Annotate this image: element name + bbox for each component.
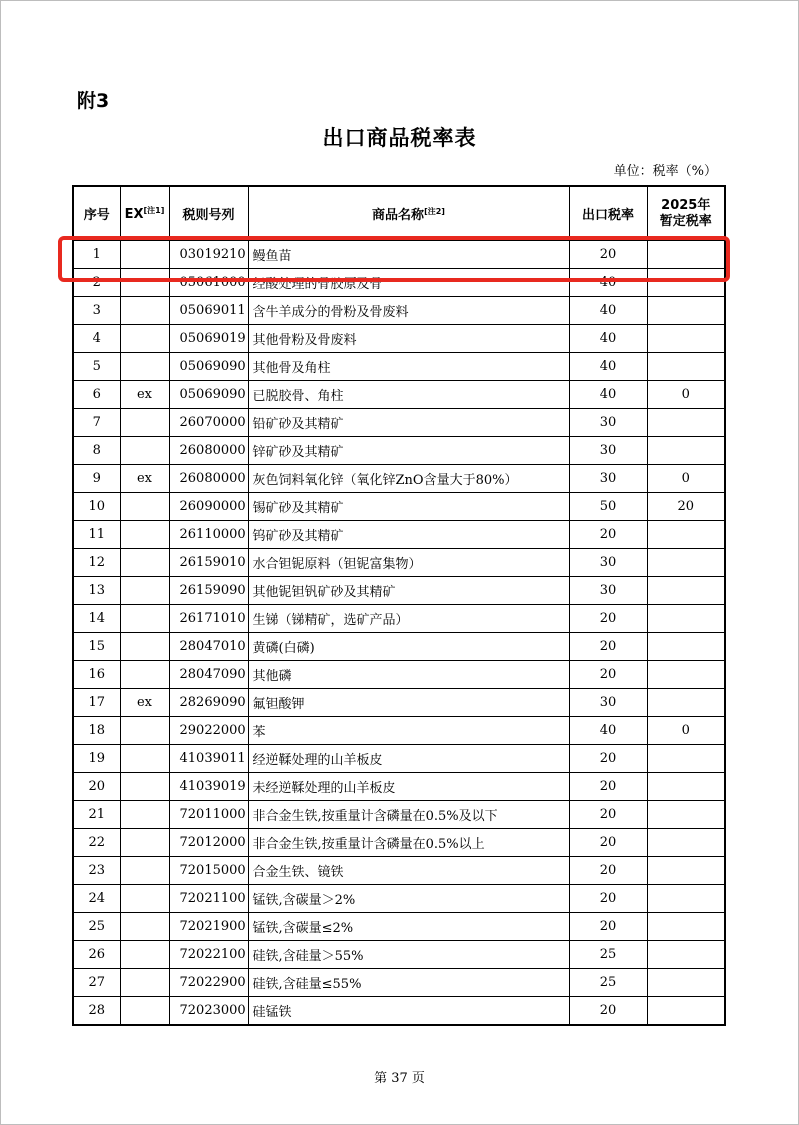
cell-name: 已脱胶骨、角柱	[248, 381, 569, 409]
cell-ex	[120, 745, 169, 773]
cell-name: 黄磷(白磷)	[248, 633, 569, 661]
table-row	[73, 661, 725, 689]
cell-seq: 16	[73, 661, 120, 689]
cell-temp-rate	[647, 325, 725, 353]
cell-temp-rate	[647, 241, 725, 269]
cell-temp-rate	[647, 577, 725, 605]
cell-temp-rate	[647, 773, 725, 801]
cell-code: 72021100	[169, 885, 248, 913]
cell-ex	[120, 885, 169, 913]
cell-seq: 3	[73, 297, 120, 325]
cell-code: 28047010	[169, 633, 248, 661]
cell-temp-rate	[647, 549, 725, 577]
cell-ex	[120, 829, 169, 857]
cell-ex	[120, 493, 169, 521]
name-note-marker: [注2]	[424, 207, 445, 216]
cell-ex: ex	[120, 381, 169, 409]
cell-code: 05061000	[169, 269, 248, 297]
cell-rate: 40	[569, 717, 647, 745]
table-row	[73, 269, 725, 297]
cell-code: 26159010	[169, 549, 248, 577]
header-temp-rate: 2025年 暂定税率	[647, 186, 725, 241]
table-row	[73, 745, 725, 773]
cell-name: 其他铌钽钒矿砂及其精矿	[248, 577, 569, 605]
cell-rate: 50	[569, 493, 647, 521]
cell-name: 锌矿砂及其精矿	[248, 437, 569, 465]
cell-name: 其他骨及角柱	[248, 353, 569, 381]
cell-temp-rate: 0	[647, 381, 725, 409]
cell-temp-rate	[647, 885, 725, 913]
cell-code: 41039019	[169, 773, 248, 801]
cell-rate: 40	[569, 269, 647, 297]
cell-seq: 1	[73, 241, 120, 269]
cell-ex	[120, 913, 169, 941]
cell-rate: 20	[569, 997, 647, 1026]
table-row	[73, 969, 725, 997]
table-row	[73, 717, 725, 745]
cell-code: 26110000	[169, 521, 248, 549]
cell-code: 03019210	[169, 241, 248, 269]
header-ex: EX[注1]	[120, 186, 169, 241]
table-row	[73, 353, 725, 381]
table-row	[73, 381, 725, 409]
cell-code: 05069011	[169, 297, 248, 325]
cell-code: 72022100	[169, 941, 248, 969]
cell-ex	[120, 577, 169, 605]
ex-note-marker: [注1]	[143, 206, 165, 215]
cell-ex	[120, 801, 169, 829]
table-row	[73, 913, 725, 941]
cell-rate: 20	[569, 913, 647, 941]
cell-code: 05069090	[169, 381, 248, 409]
cell-rate: 20	[569, 521, 647, 549]
cell-name: 含牛羊成分的骨粉及骨废料	[248, 297, 569, 325]
cell-temp-rate	[647, 857, 725, 885]
cell-rate: 20	[569, 857, 647, 885]
cell-temp-rate	[647, 269, 725, 297]
cell-rate: 20	[569, 745, 647, 773]
cell-rate: 40	[569, 297, 647, 325]
cell-rate: 40	[569, 381, 647, 409]
cell-name: 未经逆鞣处理的山羊板皮	[248, 773, 569, 801]
cell-ex	[120, 969, 169, 997]
cell-seq: 7	[73, 409, 120, 437]
cell-code: 26070000	[169, 409, 248, 437]
cell-name: 水合钽铌原料（钽铌富集物）	[248, 549, 569, 577]
cell-temp-rate	[647, 969, 725, 997]
cell-name: 非合金生铁,按重量计含磷量在0.5%及以下	[248, 801, 569, 829]
cell-code: 05069019	[169, 325, 248, 353]
cell-ex	[120, 773, 169, 801]
cell-temp-rate	[647, 297, 725, 325]
cell-seq: 12	[73, 549, 120, 577]
cell-ex	[120, 549, 169, 577]
cell-rate: 40	[569, 353, 647, 381]
table-row	[73, 409, 725, 437]
cell-name: 经逆鞣处理的山羊板皮	[248, 745, 569, 773]
cell-code: 05069090	[169, 353, 248, 381]
table-row	[73, 465, 725, 493]
cell-name: 其他磷	[248, 661, 569, 689]
cell-temp-rate	[647, 829, 725, 857]
cell-name: 氟钽酸钾	[248, 689, 569, 717]
cell-code: 26090000	[169, 493, 248, 521]
cell-code: 26171010	[169, 605, 248, 633]
header-seq: 序号	[73, 186, 120, 241]
cell-rate: 20	[569, 605, 647, 633]
cell-ex: ex	[120, 689, 169, 717]
cell-ex	[120, 241, 169, 269]
cell-seq: 25	[73, 913, 120, 941]
table-row	[73, 941, 725, 969]
cell-ex	[120, 857, 169, 885]
cell-code: 26080000	[169, 437, 248, 465]
table-row	[73, 437, 725, 465]
cell-rate: 20	[569, 661, 647, 689]
cell-rate: 30	[569, 549, 647, 577]
cell-seq: 28	[73, 997, 120, 1026]
export-tariff-table	[72, 185, 726, 1026]
cell-ex	[120, 437, 169, 465]
table-header-row	[73, 186, 725, 241]
cell-temp-rate: 20	[647, 493, 725, 521]
cell-seq: 13	[73, 577, 120, 605]
cell-ex	[120, 717, 169, 745]
cell-seq: 11	[73, 521, 120, 549]
cell-rate: 30	[569, 689, 647, 717]
cell-rate: 40	[569, 325, 647, 353]
cell-temp-rate: 0	[647, 465, 725, 493]
table-row	[73, 325, 725, 353]
cell-rate: 20	[569, 885, 647, 913]
table-row	[73, 997, 725, 1026]
cell-ex: ex	[120, 465, 169, 493]
cell-seq: 19	[73, 745, 120, 773]
cell-name: 经酸处理的骨胶原及骨	[248, 269, 569, 297]
cell-ex	[120, 297, 169, 325]
cell-name: 钨矿砂及其精矿	[248, 521, 569, 549]
cell-rate: 20	[569, 829, 647, 857]
table-row	[73, 241, 725, 269]
cell-name: 其他骨粉及骨废料	[248, 325, 569, 353]
table-row	[73, 521, 725, 549]
cell-ex	[120, 941, 169, 969]
header-code: 税则号列	[169, 186, 248, 241]
cell-code: 72011000	[169, 801, 248, 829]
cell-rate: 30	[569, 409, 647, 437]
cell-name: 锡矿砂及其精矿	[248, 493, 569, 521]
page-number: 第 37 页	[374, 1071, 425, 1086]
cell-seq: 6	[73, 381, 120, 409]
cell-code: 72015000	[169, 857, 248, 885]
cell-rate: 20	[569, 801, 647, 829]
cell-name: 硅锰铁	[248, 997, 569, 1026]
cell-seq: 15	[73, 633, 120, 661]
appendix-label: 附3	[77, 90, 110, 112]
cell-seq: 17	[73, 689, 120, 717]
cell-code: 26159090	[169, 577, 248, 605]
cell-temp-rate	[647, 941, 725, 969]
cell-seq: 14	[73, 605, 120, 633]
cell-temp-rate	[647, 521, 725, 549]
cell-temp-rate	[647, 633, 725, 661]
cell-seq: 26	[73, 941, 120, 969]
cell-temp-rate	[647, 661, 725, 689]
cell-temp-rate	[647, 605, 725, 633]
cell-ex	[120, 325, 169, 353]
cell-seq: 2	[73, 269, 120, 297]
cell-rate: 25	[569, 969, 647, 997]
cell-code: 41039011	[169, 745, 248, 773]
header-rate: 出口税率	[569, 186, 647, 241]
cell-seq: 23	[73, 857, 120, 885]
cell-temp-rate: 0	[647, 717, 725, 745]
cell-name: 合金生铁、镜铁	[248, 857, 569, 885]
cell-name: 铅矿砂及其精矿	[248, 409, 569, 437]
table-row	[73, 801, 725, 829]
cell-seq: 24	[73, 885, 120, 913]
cell-code: 72023000	[169, 997, 248, 1026]
table-row	[73, 689, 725, 717]
cell-code: 28047090	[169, 661, 248, 689]
cell-seq: 22	[73, 829, 120, 857]
cell-seq: 4	[73, 325, 120, 353]
cell-rate: 30	[569, 465, 647, 493]
cell-rate: 30	[569, 437, 647, 465]
cell-code: 72012000	[169, 829, 248, 857]
cell-ex	[120, 633, 169, 661]
cell-ex	[120, 353, 169, 381]
cell-code: 29022000	[169, 717, 248, 745]
table-row	[73, 297, 725, 325]
cell-temp-rate	[647, 689, 725, 717]
table-row	[73, 633, 725, 661]
cell-name: 苯	[248, 717, 569, 745]
table-row	[73, 493, 725, 521]
cell-name: 硅铁,含硅量≤55%	[248, 969, 569, 997]
cell-rate: 20	[569, 773, 647, 801]
cell-name: 生锑（锑精矿，选矿产品）	[248, 605, 569, 633]
cell-seq: 18	[73, 717, 120, 745]
cell-rate: 20	[569, 241, 647, 269]
cell-code: 28269090	[169, 689, 248, 717]
table-row	[73, 829, 725, 857]
cell-temp-rate	[647, 801, 725, 829]
cell-seq: 5	[73, 353, 120, 381]
cell-ex	[120, 997, 169, 1026]
header-name: 商品名称[注2]	[248, 186, 569, 241]
cell-name: 锰铁,含碳量≤2%	[248, 913, 569, 941]
cell-seq: 10	[73, 493, 120, 521]
cell-temp-rate	[647, 409, 725, 437]
cell-temp-rate	[647, 997, 725, 1026]
cell-name: 非合金生铁,按重量计含磷量在0.5%以上	[248, 829, 569, 857]
cell-ex	[120, 521, 169, 549]
cell-temp-rate	[647, 745, 725, 773]
cell-ex	[120, 605, 169, 633]
table-body	[73, 241, 725, 1026]
cell-seq: 9	[73, 465, 120, 493]
unit-label: 单位：税率（%）	[613, 164, 717, 179]
cell-name: 灰色饲料氧化锌（氧化锌ZnO含量大于80%）	[248, 465, 569, 493]
cell-name: 锰铁,含碳量＞2%	[248, 885, 569, 913]
table-row	[73, 549, 725, 577]
cell-temp-rate	[647, 437, 725, 465]
table-row	[73, 857, 725, 885]
table-row	[73, 577, 725, 605]
cell-code: 72021900	[169, 913, 248, 941]
cell-code: 26080000	[169, 465, 248, 493]
cell-rate: 20	[569, 633, 647, 661]
cell-name: 鳗鱼苗	[248, 241, 569, 269]
cell-temp-rate	[647, 913, 725, 941]
table-row	[73, 773, 725, 801]
cell-seq: 21	[73, 801, 120, 829]
cell-rate: 30	[569, 577, 647, 605]
cell-seq: 27	[73, 969, 120, 997]
cell-seq: 8	[73, 437, 120, 465]
cell-ex	[120, 661, 169, 689]
table-row	[73, 605, 725, 633]
cell-rate: 25	[569, 941, 647, 969]
cell-name: 硅铁,含硅量＞55%	[248, 941, 569, 969]
cell-temp-rate	[647, 353, 725, 381]
cell-ex	[120, 409, 169, 437]
cell-code: 72022900	[169, 969, 248, 997]
page-title: 出口商品税率表	[322, 126, 477, 150]
cell-ex	[120, 269, 169, 297]
cell-seq: 20	[73, 773, 120, 801]
table-row	[73, 885, 725, 913]
